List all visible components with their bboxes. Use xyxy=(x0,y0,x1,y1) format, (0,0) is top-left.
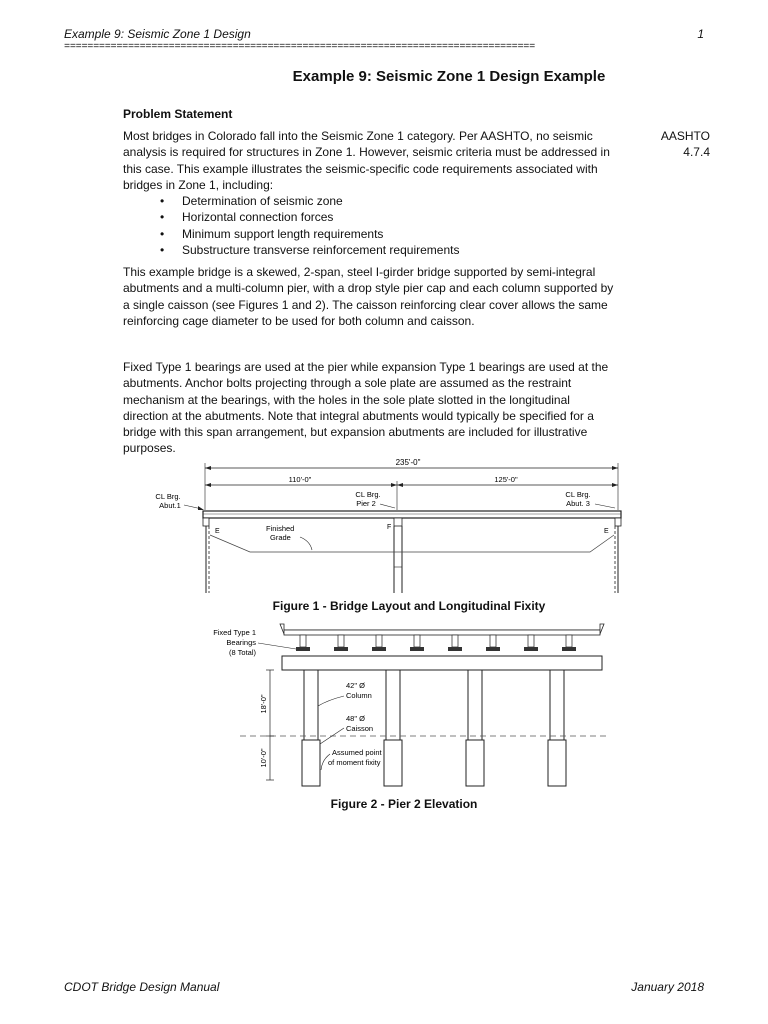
page-title: Example 9: Seismic Zone 1 Design Example xyxy=(292,68,606,85)
expansion-mark-left: E xyxy=(215,528,220,535)
grade-label-line1: Finished xyxy=(266,524,295,533)
bearing-label-line2: Bearings xyxy=(226,638,256,647)
pier-label-line2: Pier 2 xyxy=(356,499,376,508)
list-item: • Minimum support length requirements xyxy=(160,226,459,242)
footer-manual-name: CDOT Bridge Design Manual xyxy=(64,980,220,994)
total-length-label: 235'-0" xyxy=(395,458,421,467)
paragraph-bridge-description: This example bridge is a skewed, 2-span, steel I-girder bridge supported by semi-integral abutments and a multi-column pier, with a drop style pier cap and each column supported by a single caisson (see Figures 1 and 2). The caisson reinforcing clear cover allows the same reinforcing cage diameter to be used for both column and caisson. xyxy=(123,265,614,328)
caisson-label-line1: 48" Ø xyxy=(346,714,365,723)
caisson-label-line2: Caisson xyxy=(346,724,374,733)
margin-reference xyxy=(620,128,710,161)
column-label-line1: 42" Ø xyxy=(346,681,365,690)
dim-upper-label: 18'-0" xyxy=(259,694,268,714)
page-number: 1 xyxy=(697,27,704,41)
fixed-mark: F xyxy=(387,524,392,531)
requirements-list xyxy=(160,193,459,258)
section-heading: Problem Statement xyxy=(123,107,233,121)
column-label-line2: Column xyxy=(346,691,372,700)
bearing-label-line1: Fixed Type 1 xyxy=(213,628,256,637)
abut1-label-line1: CL Brg. xyxy=(155,492,181,501)
footer-date: January 2018 xyxy=(631,980,704,994)
fixity-label-line1: Assumed point xyxy=(332,748,382,757)
list-item: • Determination of seismic zone xyxy=(160,193,459,209)
span-1-label: 110'-0" xyxy=(288,475,312,484)
figure-1-bridge-layout xyxy=(140,455,630,595)
abut3-label-line2: Abut. 3 xyxy=(566,499,590,508)
figure-2-pier-elevation xyxy=(200,620,610,790)
running-header-title: Example 9: Seismic Zone 1 Design xyxy=(64,27,251,41)
fixity-label-line2: of moment fixity xyxy=(328,758,381,767)
bearing-label-line3: (8 Total) xyxy=(229,648,256,657)
expansion-mark-right: E xyxy=(604,528,609,535)
list-item: • Substructure transverse reinforcement requirements xyxy=(160,242,459,258)
list-item: • Horizontal connection forces xyxy=(160,209,459,225)
header-rule: ================================================================================= xyxy=(64,42,535,53)
span-2-label: 125'-0" xyxy=(494,475,518,484)
figure-1-caption: Figure 1 - Bridge Layout and Longitudinal Fixity xyxy=(272,599,546,613)
reference-line-1: AASHTO xyxy=(660,129,710,143)
figure-2-caption: Figure 2 - Pier 2 Elevation xyxy=(330,797,478,811)
dim-lower-label: 10'-0" xyxy=(259,748,268,768)
reference-line-2: 4.7.4 xyxy=(683,145,710,160)
columns xyxy=(302,670,566,786)
pier-label-line1: CL Brg. xyxy=(355,490,381,499)
abut3-label-line1: CL Brg. xyxy=(565,490,591,499)
paragraph-bearings: Fixed Type 1 bearings are used at the pier while expansion Type 1 bearings are used at the abutments. Anchor bolts projecting through a sole plate are assumed as the restraint mechanism at the bearings, with the holes in the sole plate slotted in the longitudinal direction at the abutments. Note that integral abutments would typically be specified for a bridge with this span arrangement, but expansion abutments are included for illustrative purposes. xyxy=(123,360,609,456)
abut1-label-line2: Abut.1 xyxy=(159,501,181,510)
girders xyxy=(296,635,576,651)
paragraph-intro: Most bridges in Colorado fall into the Seismic Zone 1 category. Per AASHTO, no seismic analysis is required for structures in Zone 1. However, seismic criteria must be addressed in this case. This example illustrates the seismic-specific code requirements associated with bridges in Zone 1, including: xyxy=(123,129,610,192)
grade-label-line2: Grade xyxy=(270,533,291,542)
